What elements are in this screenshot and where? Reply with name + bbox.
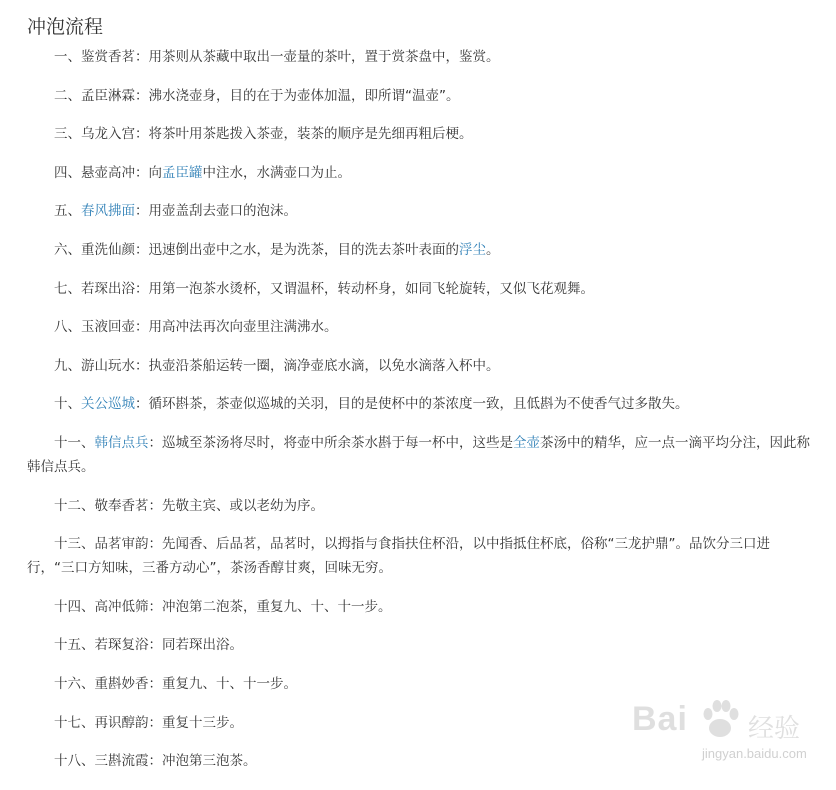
step-item: [27, 431, 817, 479]
watermark-url: jingyan.baidu.com: [702, 746, 807, 761]
step-text: 七、若琛出浴：用第一泡茶水烫杯，又谓温杯，转动杯身，如同飞轮旋转，又似飞花观舞。: [54, 280, 594, 297]
step-text: 八、玉液回壶：用高冲法再次向壶里注满沸水。: [54, 319, 338, 336]
watermark-logo-text: Bai: [632, 700, 688, 738]
step-link[interactable]: 全壶: [513, 434, 540, 451]
step-item: [27, 392, 817, 416]
step-text: 四、悬壶高冲：向: [54, 164, 162, 181]
step-text: 六、重洗仙颜：迅速倒出壶中之水，是为洗茶，目的洗去茶叶表面的: [54, 241, 459, 258]
step-text: 十六、重斟妙香：重复九、十、十一步。: [54, 675, 297, 692]
step-text: 十二、敬奉香茗：先敬主宾、或以老幼为序。: [54, 497, 324, 514]
step-link[interactable]: 春风拂面: [81, 203, 135, 220]
step-text: 十五、若琛复浴：同若琛出浴。: [54, 637, 243, 654]
step-link[interactable]: 韩信点兵: [94, 434, 149, 451]
step-text: ：用壶盖刮去壶口的泡沫。: [135, 203, 297, 220]
step-text: 十八、三斟流霞：冲泡第三泡茶。: [54, 753, 257, 770]
step-list: [27, 45, 817, 773]
step-item: [27, 354, 817, 378]
step-text: 十四、高冲低筛：冲泡第二泡茶，重复九、十、十一步。: [54, 598, 392, 615]
step-text: 。: [486, 241, 500, 258]
step-item: [27, 84, 817, 108]
step-item: [27, 749, 817, 773]
step-text: 五、: [54, 203, 81, 220]
step-item: [27, 122, 817, 146]
step-item: [27, 595, 817, 619]
article: [27, 0, 817, 788]
step-text: 十三、品茗审韵：先闻香、后品茗，品茗时，以拇指与食指扶住杯沿，以中指抵住杯底，俗称“三龙护鼎”。品饮分三口进行，“三口方知味，三番方动心”，茶汤香醇甘爽，回味无穷。: [27, 536, 770, 577]
step-item: [27, 277, 817, 301]
step-text: 十、: [54, 396, 81, 413]
watermark-jingyan-text: 经验: [748, 714, 801, 744]
step-text: ：巡城至茶汤将尽时，将壶中所余茶水斟于每一杯中，这些是: [148, 434, 513, 451]
step-item: [27, 633, 817, 657]
step-item: [27, 161, 817, 185]
step-text: 十七、再识醇韵：重复十三步。: [54, 714, 243, 731]
step-item: [27, 45, 817, 69]
step-text: 二、孟臣淋霖：沸水浇壶身，目的在于为壶体加温，即所谓“温壶”。: [54, 87, 460, 104]
step-text: 十一、: [54, 434, 95, 451]
step-item: [27, 238, 817, 262]
step-text: 三、乌龙入宫：将茶叶用茶匙拨入茶壶，装茶的顺序是先细再粗后梗。: [54, 126, 473, 143]
step-item: [27, 672, 817, 696]
step-text: 茶汤中的精华，应一点一滴平均分注，因此称韩信点兵。: [27, 434, 810, 475]
article-title: 冲泡流程: [27, 16, 104, 38]
step-text: 九、游山玩水：执壶沿茶船运转一圈，滴净壶底水滴，以免水滴落入杯中。: [54, 357, 500, 374]
step-text: 一、鉴赏香茗：用茶则从茶藏中取出一壶量的茶叶，置于赏茶盘中，鉴赏。: [54, 49, 500, 65]
step-text: 中注水，水满壶口为止。: [202, 164, 351, 181]
step-text: ：循环斟茶，茶壶似巡城的关羽，目的是使杯中的茶浓度一致，且低斟为不使香气过多散失。: [135, 396, 689, 413]
step-item: [27, 532, 817, 580]
step-link[interactable]: 关公巡城: [81, 396, 135, 413]
step-item: [27, 199, 817, 223]
step-item: [27, 711, 817, 735]
step-item: [27, 494, 817, 518]
step-link[interactable]: 浮尘: [459, 241, 486, 258]
step-item: [27, 315, 817, 339]
step-link[interactable]: 孟臣罐: [162, 164, 203, 181]
